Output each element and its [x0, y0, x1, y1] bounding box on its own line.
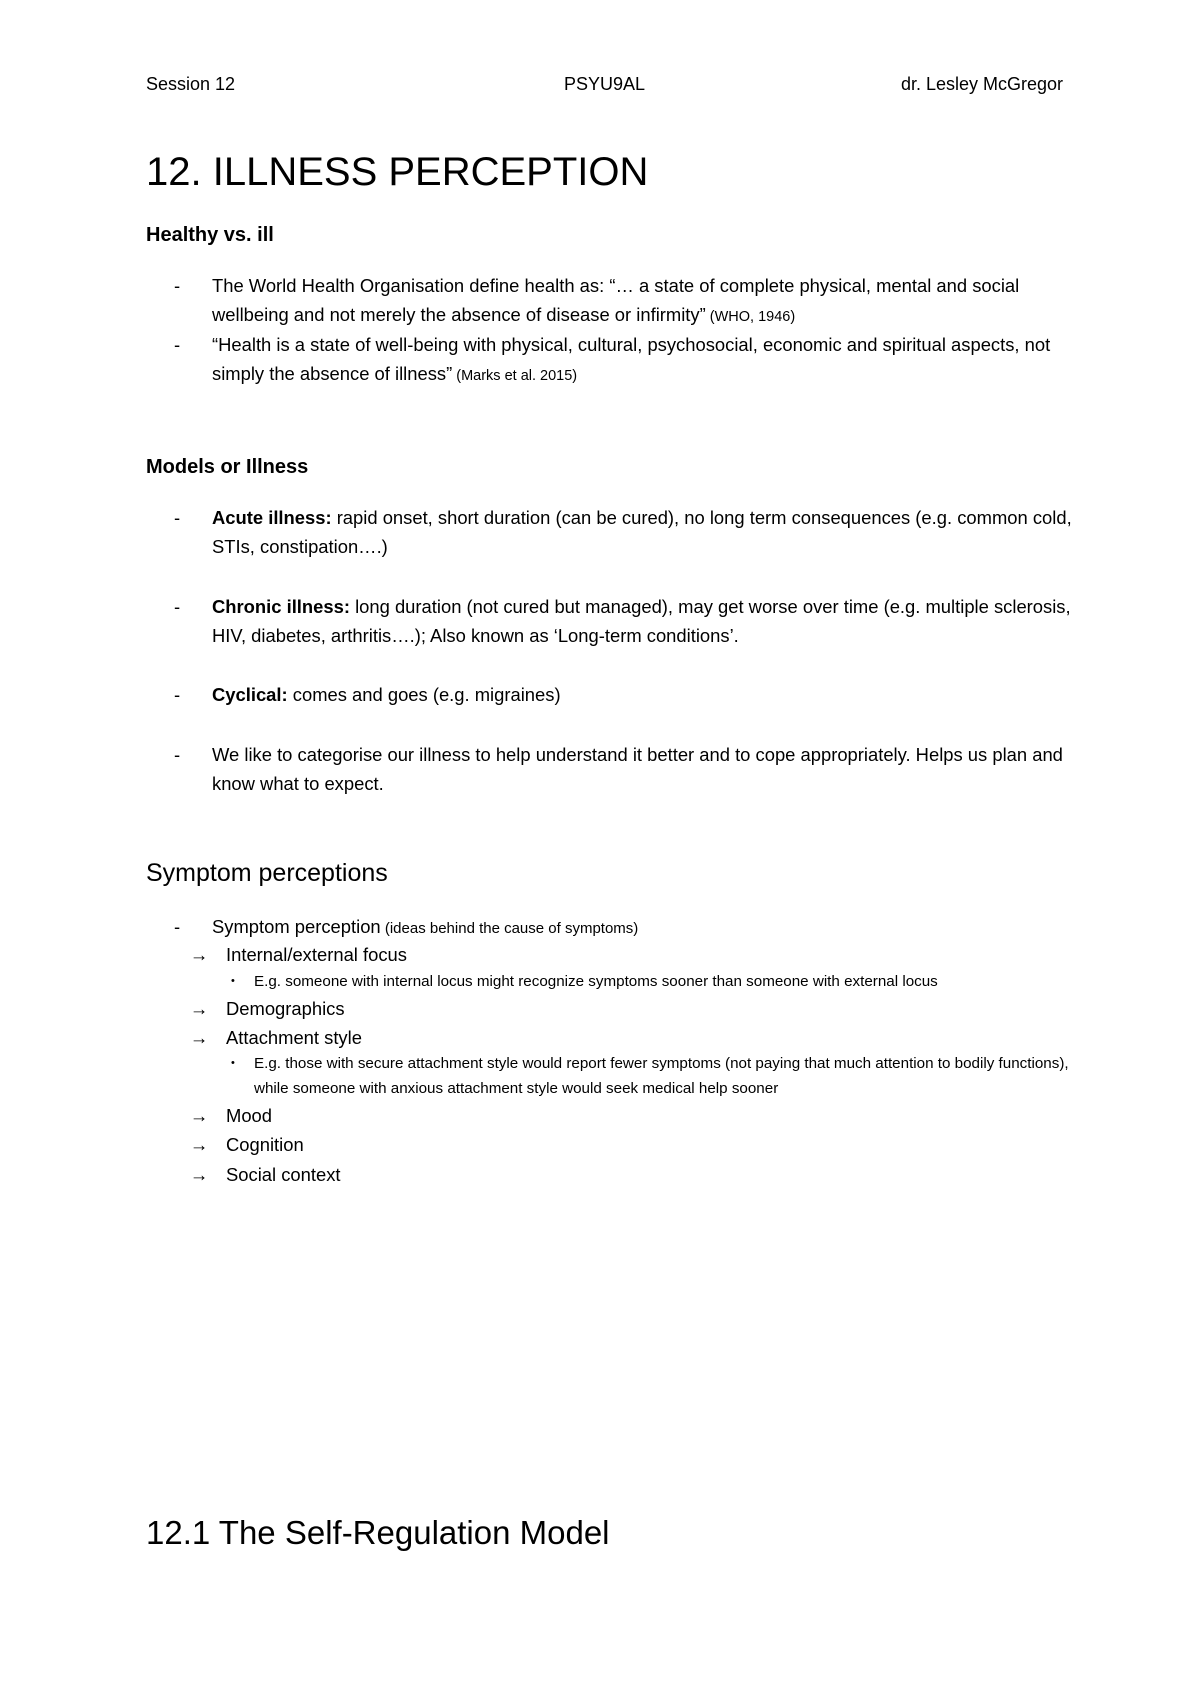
chronic-description: long duration (not cured but managed), may get worse over time (e.g. multiple sclerosis, HIV, diabetes, arthritis….); Also known as ‘Long-term conditions’. — [212, 596, 1071, 646]
dash-marker: - — [174, 275, 181, 296]
dash-marker: - — [174, 507, 181, 528]
arrow-marker: → — [190, 1027, 209, 1048]
factor-cognition: Cognition — [226, 1134, 304, 1155]
header-author: dr. Lesley McGregor — [900, 74, 1063, 94]
arrow-marker: → — [190, 1105, 209, 1126]
page-title: 12. ILLNESS PERCEPTION — [146, 150, 649, 194]
arrow-marker: → — [190, 998, 209, 1019]
marks-definition-text: “Health is a state of well-being with physical, cultural, psychosocial, economic and spiritual aspects, not simply the absence of illness” — [212, 334, 1051, 384]
list-item-chronic-illness — [212, 592, 1072, 650]
list-item-who-definition — [212, 271, 1072, 332]
list-item-marks-definition — [212, 330, 1072, 391]
symptom-perception-intro — [212, 912, 1072, 943]
header-session: Session 12 — [146, 74, 236, 94]
section-title-self-regulation: 12.1 The Self-Regulation Model — [146, 1514, 610, 1551]
factor-demographics: Demographics — [226, 998, 345, 1019]
arrow-marker: → — [190, 1134, 209, 1155]
bullet-marker: • — [231, 1057, 235, 1069]
heading-models-of-illness — [146, 456, 308, 479]
bullet-marker: • — [231, 975, 235, 987]
who-citation: (WHO, 1946) — [705, 309, 796, 325]
note-locus: E.g. someone with internal locus might recognize symptoms sooner than someone with external locus — [254, 973, 938, 990]
who-definition-text: The World Health Organisation define health as: “… a state of complete physical, mental and social wellbeing and not merely the absence of disease or infirmity” — [212, 275, 1020, 325]
term-acute: Acute illness: — [212, 507, 332, 528]
cyclical-description: comes and goes (e.g. migraines) — [287, 684, 561, 705]
heading-healthy-vs-ill: Healthy vs. ill — [146, 224, 274, 246]
note-attachment: E.g. those with secure attachment style would report fewer symptoms (not paying that much attention to bodily functions), while someone with anxious attachment style would seek medical help sooner — [254, 1055, 1069, 1097]
arrow-marker: → — [190, 944, 209, 965]
term-chronic: Chronic illness: — [212, 596, 350, 617]
factor-social-context: Social context — [226, 1164, 341, 1185]
dash-marker: - — [174, 596, 181, 617]
intro-note: (ideas behind the cause of symptoms) — [380, 920, 639, 937]
factor-mood: Mood — [226, 1105, 273, 1126]
marks-citation: (Marks et al. 2015) — [452, 368, 578, 384]
models-heading-text: Models or Illness — [146, 456, 309, 478]
list-item-acute-illness — [212, 503, 1072, 561]
factor-internal-external: Internal/external focus — [226, 944, 407, 965]
intro-text: Symptom perception — [212, 916, 381, 937]
dash-marker: - — [174, 916, 181, 937]
list-item-categorise — [212, 740, 1072, 798]
page-header — [146, 74, 1063, 100]
dash-marker: - — [174, 334, 181, 355]
dash-marker: - — [174, 684, 181, 705]
heading-symptom-perceptions: Symptom perceptions — [146, 859, 388, 887]
categorise-text: We like to categorise our illness to help understand it better and to cope appropriately. Helps us plan and know what to expect. — [212, 744, 1063, 794]
header-course-code: PSYU9AL — [563, 74, 646, 94]
acute-description: rapid onset, short duration (can be cured), no long term consequences (e.g. common cold, STIs, constipation….) — [212, 507, 1072, 557]
term-cyclical: Cyclical: — [212, 684, 288, 705]
factor-attachment-style: Attachment style — [226, 1027, 362, 1048]
list-item-cyclical — [212, 680, 1072, 709]
dash-marker: - — [174, 744, 181, 765]
arrow-marker: → — [190, 1164, 209, 1185]
